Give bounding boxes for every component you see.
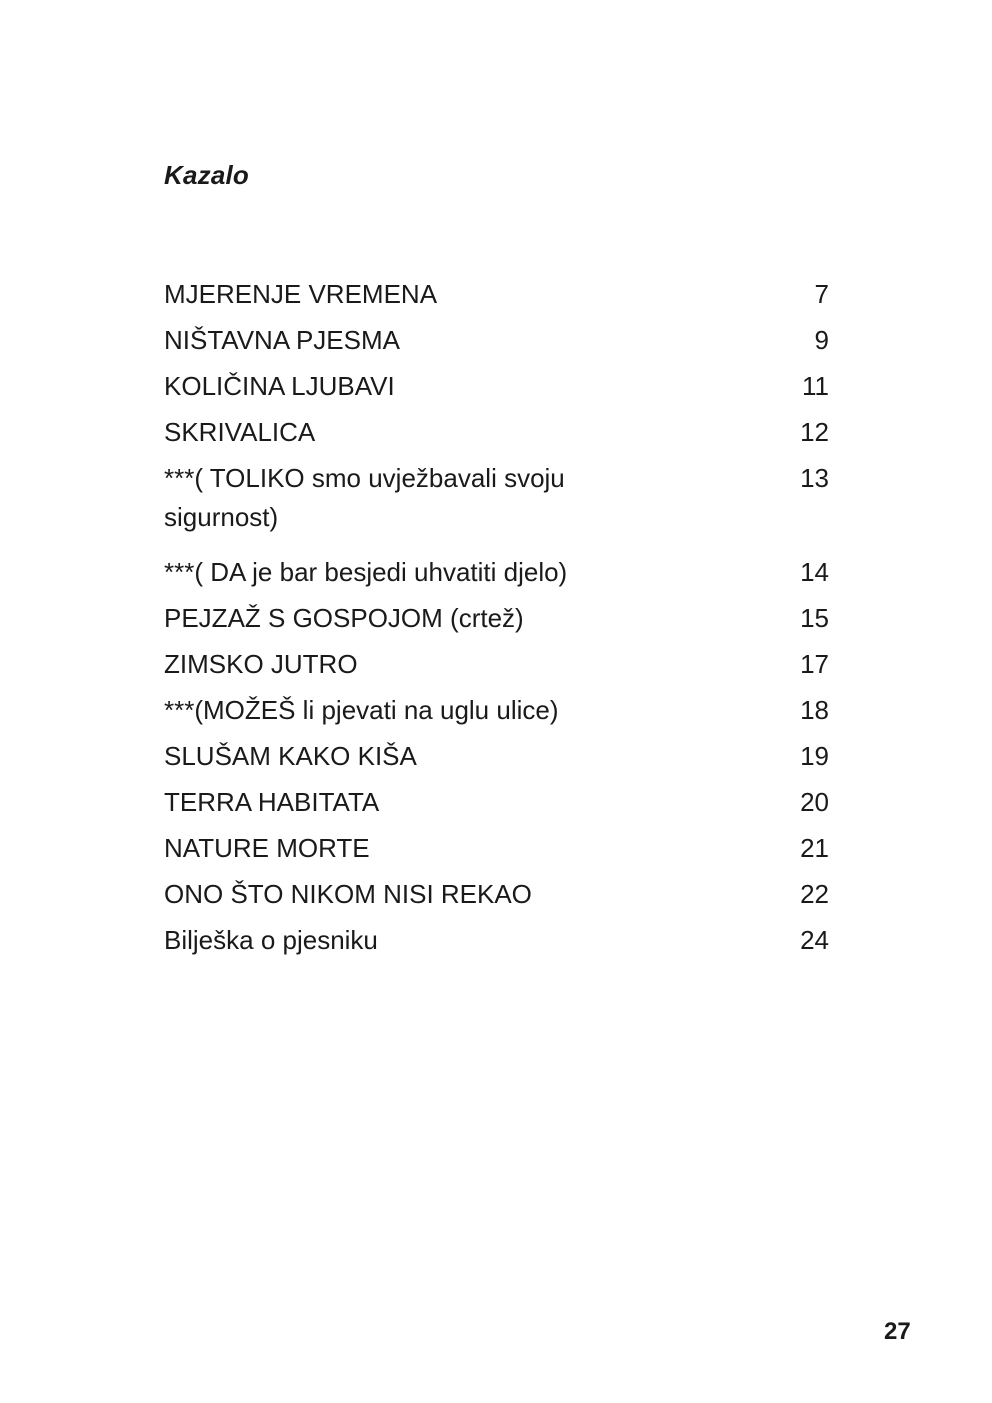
toc-entry (164, 275, 829, 314)
toc-entry-title: ***( TOLIKO smo uvježbavali svoju sigurnost) (164, 463, 565, 532)
toc-entry (164, 321, 829, 360)
toc-entry-title: KOLIČINA LJUBAVI (164, 371, 395, 401)
toc-entry (164, 875, 829, 914)
toc-entry-page: 22 (800, 879, 829, 909)
toc-entry-title: ***( DA je bar besjedi uhvatiti djelo) (164, 557, 568, 587)
table-of-contents (164, 275, 829, 967)
page-title: Kazalo (164, 160, 250, 190)
toc-entry-title: SLUŠAM KAKO KIŠA (164, 741, 417, 771)
toc-entry-page: 17 (800, 649, 829, 679)
toc-entry (164, 553, 829, 592)
toc-entry-page: 19 (800, 741, 829, 771)
toc-entry (164, 645, 829, 684)
toc-entry-page: 9 (814, 325, 829, 355)
toc-entry-title: ***(MOŽEŠ li pjevati na uglu ulice) (164, 695, 559, 725)
toc-entry (164, 691, 829, 730)
toc-entry-title: Bilješka o pjesniku (164, 925, 378, 955)
toc-entry-page: 24 (800, 925, 829, 955)
toc-entry-title: SKRIVALICA (164, 417, 316, 447)
toc-entry-page: 20 (800, 787, 829, 817)
toc-entry-title: NATURE MORTE (164, 833, 370, 863)
toc-entry (164, 459, 829, 537)
toc-entry-page: 14 (800, 557, 829, 587)
toc-entry-page: 11 (802, 371, 829, 401)
toc-entry-page: 7 (814, 279, 829, 309)
toc-entry-page: 13 (800, 463, 829, 493)
toc-entry-title: ONO ŠTO NIKOM NISI REKAO (164, 879, 532, 909)
toc-entry-title: ZIMSKO JUTRO (164, 649, 358, 679)
toc-entry-page: 18 (800, 695, 829, 725)
toc-entry (164, 783, 829, 822)
toc-entry-page: 12 (800, 417, 829, 447)
toc-entry (164, 599, 829, 638)
toc-entry (164, 829, 829, 868)
toc-entry (164, 921, 829, 960)
toc-entry-page: 15 (800, 603, 829, 633)
toc-entry-title: MJERENJE VREMENA (164, 279, 438, 309)
toc-entry (164, 413, 829, 452)
toc-entry-title: TERRA HABITATA (164, 787, 380, 817)
toc-entry (164, 737, 829, 776)
toc-entry-title: NIŠTAVNA PJESMA (164, 325, 400, 355)
toc-entry-page: 21 (800, 833, 829, 863)
toc-entry-title: PEJZAŽ S GOSPOJOM (crtež) (164, 603, 524, 633)
page-number: 27 (884, 1318, 911, 1345)
toc-entry (164, 367, 829, 406)
